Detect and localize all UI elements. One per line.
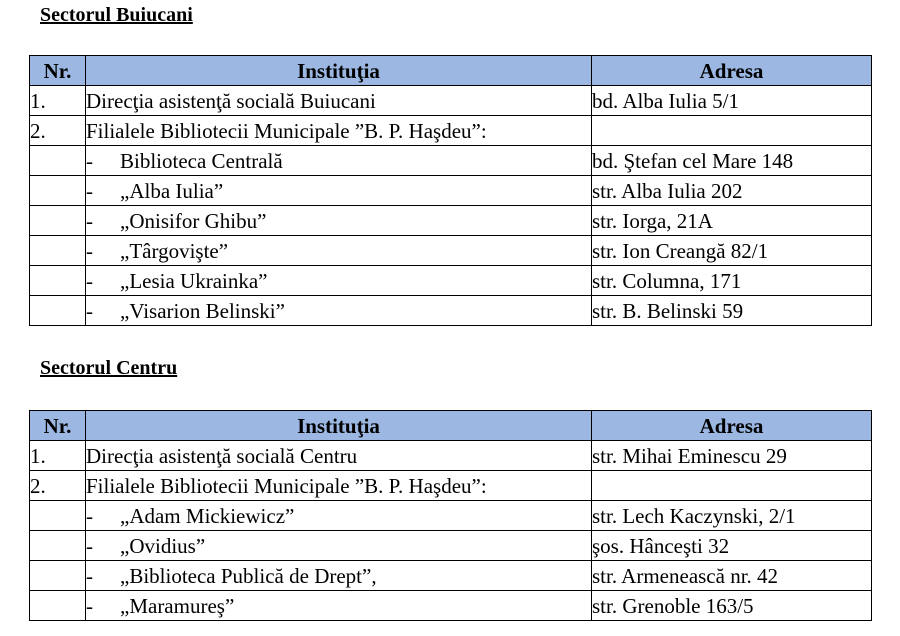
empty-cell — [30, 176, 86, 206]
header-address: Adresa — [592, 56, 872, 86]
branch-name — [86, 146, 592, 176]
branch-label: „Adam Mickiewicz” — [120, 503, 295, 528]
table-row — [30, 86, 872, 116]
institution-name: Direcţia asistenţă socială Centru — [86, 441, 592, 471]
branch-name — [86, 236, 592, 266]
table-subrow — [30, 501, 872, 531]
empty-cell — [30, 266, 86, 296]
table-row — [30, 441, 872, 471]
empty-cell — [30, 296, 86, 326]
section-title: Sectorul Buiucani — [40, 4, 193, 26]
branch-name — [86, 531, 592, 561]
table-subrow — [30, 531, 872, 561]
institution-address: str. Mihai Eminescu 29 — [592, 441, 872, 471]
list-dash: - — [86, 178, 93, 203]
branch-name — [86, 176, 592, 206]
table-row — [30, 116, 872, 146]
row-number: 2. — [30, 471, 86, 501]
table-header-row — [30, 56, 872, 86]
table-subrow — [30, 176, 872, 206]
branch-address: str. Columna, 171 — [592, 266, 872, 296]
empty-cell — [30, 501, 86, 531]
branch-label: „Ovidius” — [120, 533, 206, 558]
institutions-table — [29, 55, 872, 326]
branch-name — [86, 266, 592, 296]
row-number: 1. — [30, 86, 86, 116]
branch-name — [86, 501, 592, 531]
header-institution: Instituţia — [86, 411, 592, 441]
table-subrow — [30, 591, 872, 621]
empty-cell — [30, 146, 86, 176]
branch-address: bd. Ştefan cel Mare 148 — [592, 146, 872, 176]
institutions-table — [29, 410, 872, 621]
branch-label: „Târgovişte” — [120, 238, 229, 263]
row-number: 1. — [30, 441, 86, 471]
table-subrow — [30, 296, 872, 326]
branch-label: „Alba Iulia” — [120, 178, 224, 203]
branch-address: str. Lech Kaczynski, 2/1 — [592, 501, 872, 531]
empty-cell — [30, 236, 86, 266]
empty-cell — [30, 591, 86, 621]
branch-address: str. Armenească nr. 42 — [592, 561, 872, 591]
branch-address: str. B. Belinski 59 — [592, 296, 872, 326]
branch-address: str. Grenoble 163/5 — [592, 591, 872, 621]
branch-label: „Maramureş” — [120, 593, 235, 618]
table-header-row — [30, 411, 872, 441]
list-dash: - — [86, 593, 93, 618]
branch-name — [86, 206, 592, 236]
header-nr: Nr. — [30, 56, 86, 86]
list-dash: - — [86, 563, 93, 588]
branch-label: „Visarion Belinski” — [120, 298, 285, 323]
row-number: 2. — [30, 116, 86, 146]
institution-address: bd. Alba Iulia 5/1 — [592, 86, 872, 116]
table-subrow — [30, 266, 872, 296]
institution-address — [592, 471, 872, 501]
table-subrow — [30, 206, 872, 236]
institution-name: Direcţia asistenţă socială Buiucani — [86, 86, 592, 116]
table-row — [30, 471, 872, 501]
table-subrow — [30, 236, 872, 266]
branch-label: Biblioteca Centrală — [120, 148, 283, 173]
empty-cell — [30, 561, 86, 591]
list-dash: - — [86, 503, 93, 528]
institution-name: Filialele Bibliotecii Municipale ”B. P. Haşdeu”: — [86, 116, 592, 146]
empty-cell — [30, 206, 86, 236]
list-dash: - — [86, 208, 93, 233]
list-dash: - — [86, 298, 93, 323]
branch-address: str. Ion Creangă 82/1 — [592, 236, 872, 266]
branch-address: str. Alba Iulia 202 — [592, 176, 872, 206]
branch-address: şos. Hânceşti 32 — [592, 531, 872, 561]
institution-address — [592, 116, 872, 146]
branch-name — [86, 591, 592, 621]
institution-name: Filialele Bibliotecii Municipale ”B. P. Haşdeu”: — [86, 471, 592, 501]
header-institution: Instituţia — [86, 56, 592, 86]
branch-label: „Lesia Ukrainka” — [120, 268, 268, 293]
branch-label: „Onisifor Ghibu” — [120, 208, 267, 233]
branch-address: str. Iorga, 21A — [592, 206, 872, 236]
list-dash: - — [86, 238, 93, 263]
header-address: Adresa — [592, 411, 872, 441]
list-dash: - — [86, 148, 93, 173]
list-dash: - — [86, 533, 93, 558]
table-subrow — [30, 146, 872, 176]
section-title: Sectorul Centru — [40, 357, 178, 379]
header-nr: Nr. — [30, 411, 86, 441]
table-subrow — [30, 561, 872, 591]
list-dash: - — [86, 268, 93, 293]
branch-name — [86, 296, 592, 326]
branch-label: „Biblioteca Publică de Drept”, — [120, 563, 377, 588]
branch-name — [86, 561, 592, 591]
empty-cell — [30, 531, 86, 561]
